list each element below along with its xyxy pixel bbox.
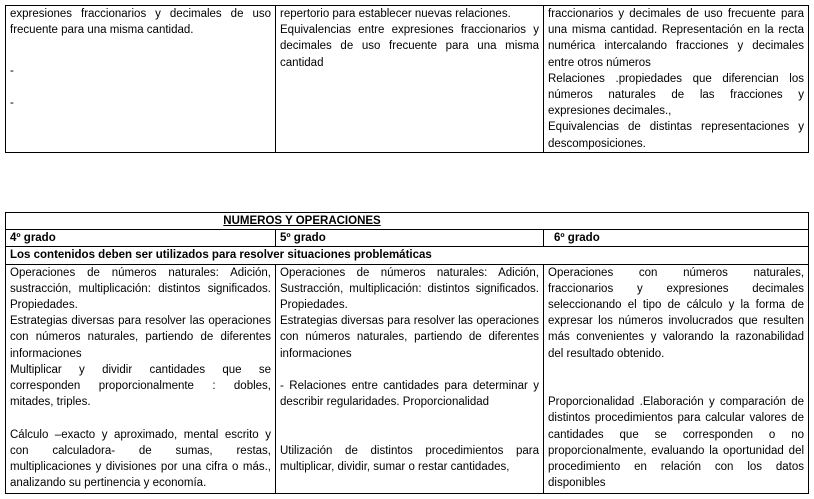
text-paragraph: Estrategias diversas para resolver las operaciones con números naturales, partiendo de diferentes informaciones — [10, 315, 271, 360]
text-paragraph: Proporcionalidad .Elaboración y comparación de distintos procedimientos para calcular valores de cantidades que se corresponden o no proporcionalmente, evaluando la oportunidad del procedimiento en relación con los datos disponibles — [548, 396, 805, 490]
content-cell-6 — [544, 264, 809, 493]
top-cell-col1 — [6, 6, 276, 153]
text-paragraph: repertorio para establecer nuevas relaciones. — [280, 8, 511, 20]
text-paragraph: Multiplicar y dividir cantidades que se corresponden proporcionalmente : dobles, mitades, triples. — [10, 363, 271, 409]
text-paragraph: Operaciones de números naturales: Adición, Sustracción, multiplicación: distintos significados. Propiedades. — [280, 266, 539, 312]
text-paragraph: Operaciones de números naturales: Adición, sustracción, multiplicación: distintos significados. Propiedades. — [10, 266, 271, 312]
table-row — [6, 213, 809, 230]
content-cell-4 — [6, 264, 276, 493]
table-row — [6, 6, 809, 153]
grade-header-4: 4º grado — [6, 230, 276, 247]
grade-header-5: 5º grado — [276, 230, 544, 247]
text-paragraph: Equivalencias de distintas representaciones y descomposiciones. — [548, 121, 804, 150]
text-paragraph: - Relaciones entre cantidades para determinar y describir regularidades. Proporcionalidad — [280, 380, 539, 409]
text-paragraph: fraccionarios y decimales de uso frecuente para una misma cantidad. Representación en la recta numérica intercalando fracciones y decimales entre otros números — [548, 8, 804, 69]
dash-item: - — [10, 64, 14, 77]
text-paragraph: Equivalencias entre expresiones fraccionarios y decimales de uso frecuente para una misma cantidad — [280, 24, 539, 69]
top-cell-col2 — [276, 6, 544, 153]
top-cell-col3 — [544, 6, 809, 153]
text-paragraph: expresiones fraccionarios y decimales de uso frecuente para una misma cantidad. — [10, 8, 271, 37]
text-paragraph: Utilización de distintos procedimientos para multiplicar, dividir, sumar o restar cantidades, — [280, 444, 539, 473]
text-paragraph: Cálculo –exacto y aproximado, mental escrito y con calculadora- de sumas, restas, multiplicaciones y divisiones por una cifra o más., analizando su pertinencia y economía. — [10, 428, 271, 490]
dash-item: - — [10, 96, 14, 109]
table-row — [6, 230, 809, 247]
numeros-operaciones-table — [5, 212, 809, 494]
text-paragraph: Estrategias diversas para resolver las operaciones con números naturales, partiendo de diferentes informaciones — [280, 315, 539, 360]
table-row — [6, 264, 809, 493]
text-paragraph: Relaciones .propiedades que diferencian los números naturales de las fracciones y expresiones decimales., — [548, 72, 804, 118]
content-cell-5 — [276, 264, 544, 493]
grade-header-6: 6º grado — [544, 230, 809, 247]
table-title: NUMEROS Y OPERACIONES — [6, 213, 809, 230]
table-subtitle: Los contenidos deben ser utilizados para resolver situaciones problemáticas — [6, 247, 809, 264]
table-row — [6, 247, 809, 264]
top-table — [5, 5, 809, 153]
text-paragraph: Operaciones con números naturales, fraccionarios y expresiones decimales seleccionando el tipo de cálculo y la forma de expresar los números involucrados que resulten más convenientes y valorando la razonabilidad del resultado obtenido. — [548, 266, 805, 360]
